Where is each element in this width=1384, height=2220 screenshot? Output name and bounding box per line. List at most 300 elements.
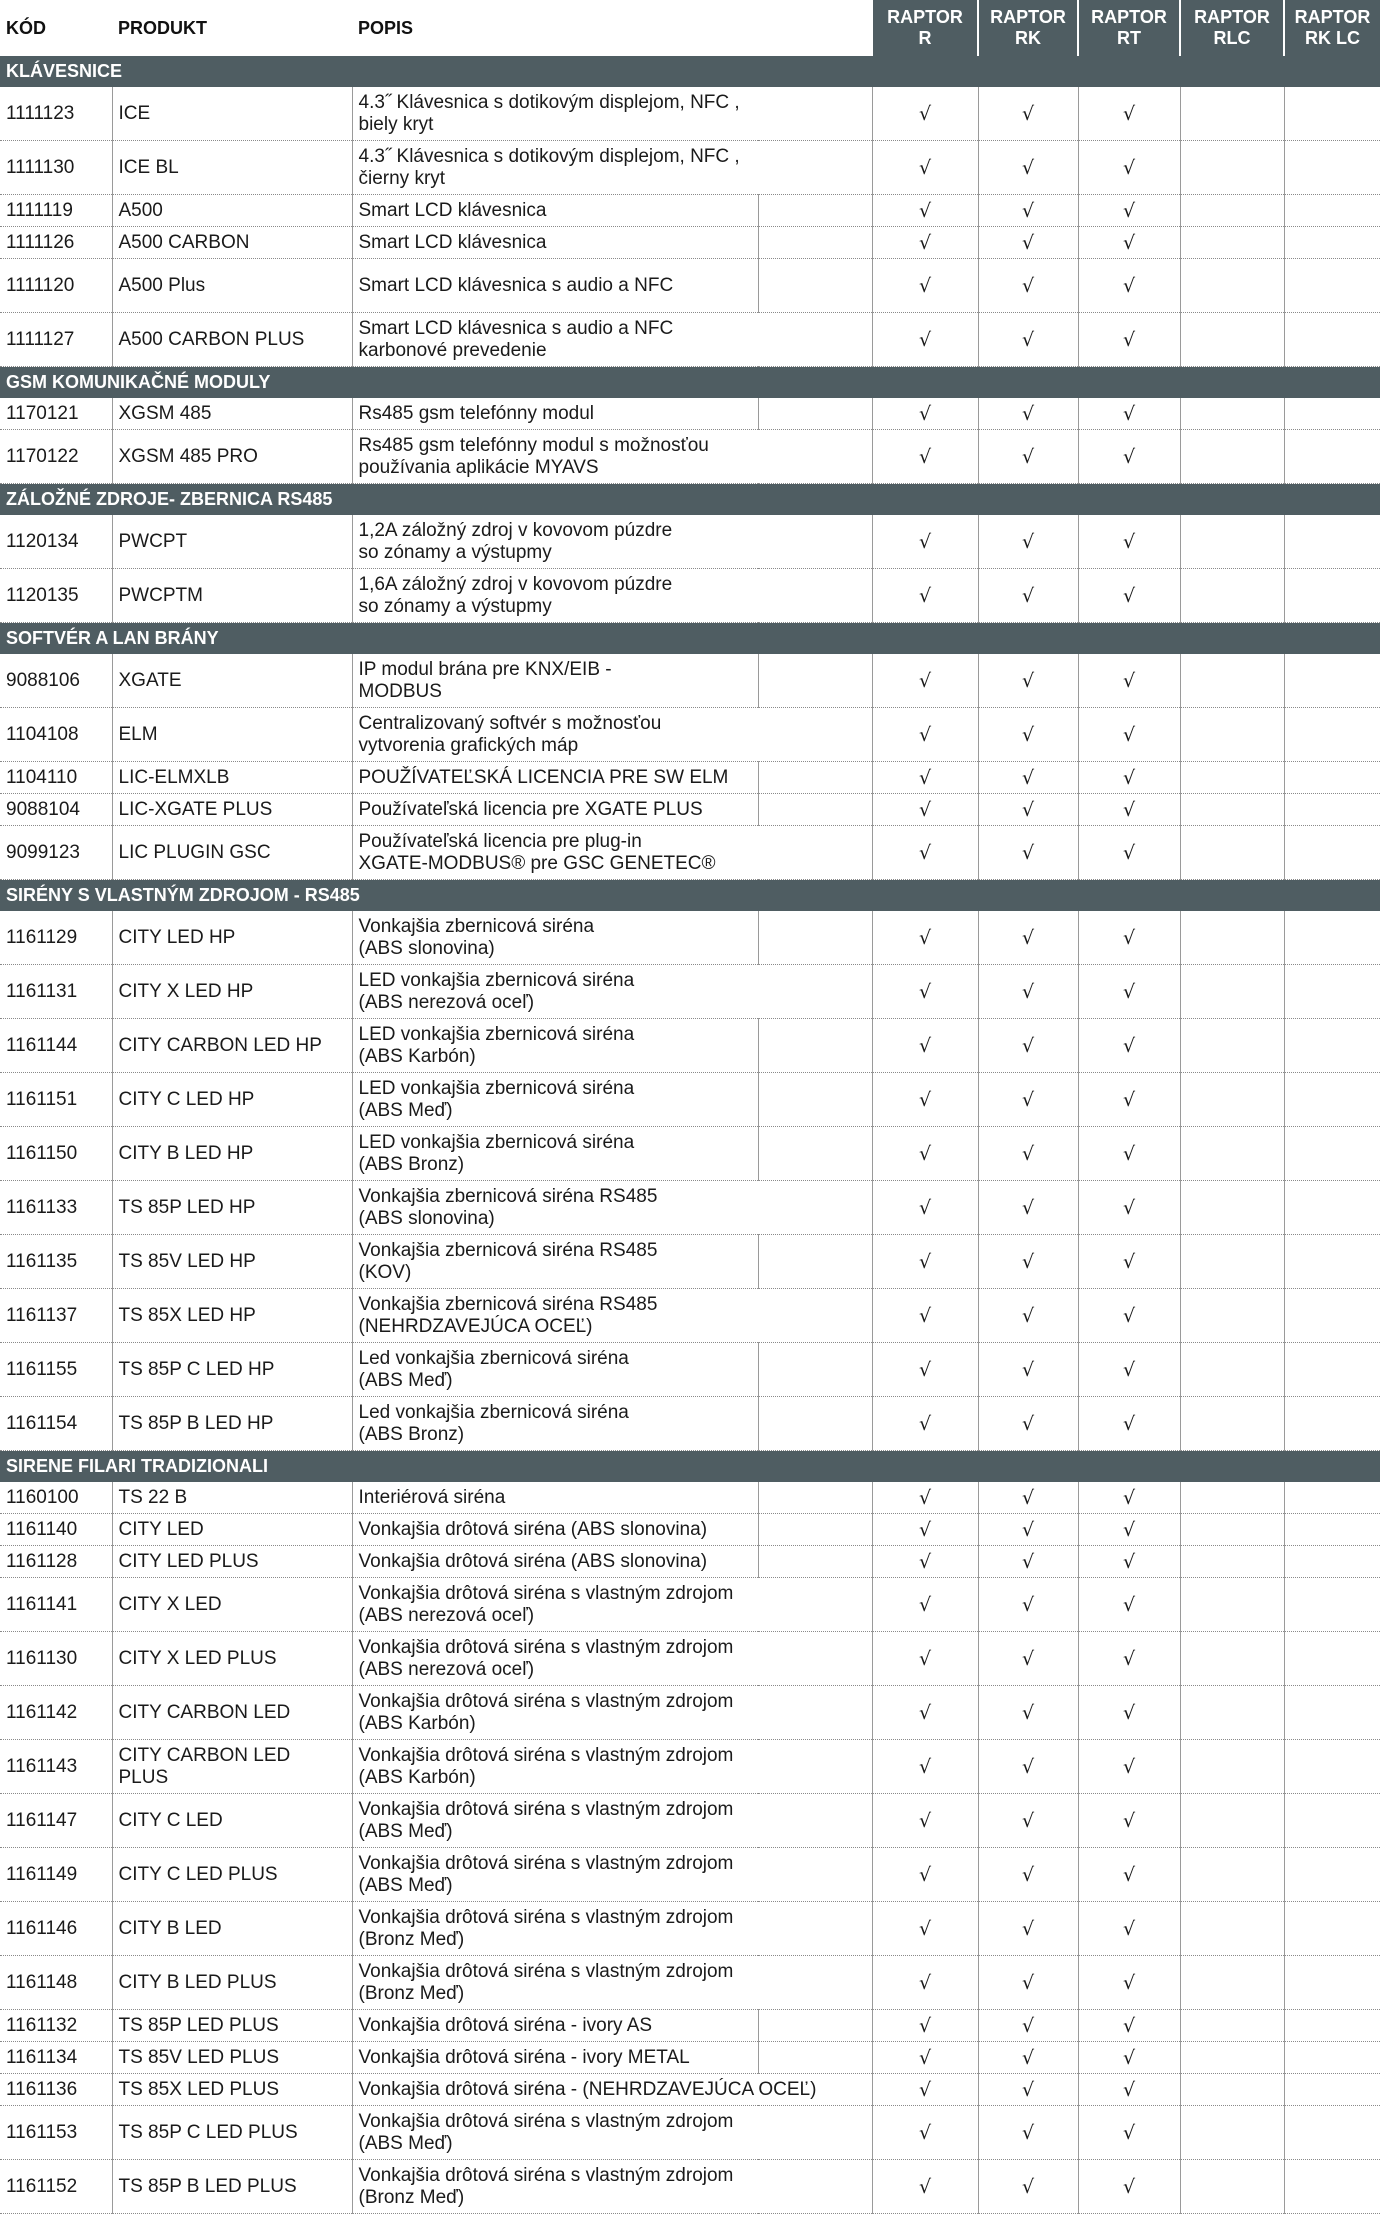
check-mark-icon: √ [1021,1593,1035,1616]
table-row [0,398,1380,430]
compat-cell-raptor-rk [978,1902,1078,1956]
compat-cell-raptor-r [872,2160,978,2214]
product-code-cell: 1111126 [0,227,112,259]
compat-cell-raptor-rt [1078,708,1180,762]
compat-cell-raptor-rt [1078,430,1180,484]
check-mark-icon: √ [1021,231,1035,254]
check-mark-icon: √ [1021,723,1035,746]
compat-cell-raptor-r [872,1578,978,1632]
compat-cell-raptor-rlc [1180,1848,1284,1902]
compat-cell-raptor-rk-lc [1284,911,1380,965]
check-mark-icon: √ [1122,1550,1136,1573]
compat-cell-raptor-rlc [1180,2074,1284,2106]
compat-cell-raptor-rt [1078,2160,1180,2214]
check-mark-icon: √ [1021,1971,1035,1994]
compat-cell-raptor-rk-lc [1284,1235,1380,1289]
check-mark-icon: √ [1021,1863,1035,1886]
compat-cell-raptor-rt [1078,1482,1180,1514]
check-mark-icon: √ [918,1088,932,1111]
check-mark-icon: √ [1021,841,1035,864]
product-code-cell: 9088106 [0,654,112,708]
header-model-raptor-rk: RAPTOR RK [978,0,1078,56]
table-row [0,2106,1380,2160]
product-name-cell: TS 85P C LED HP [112,1343,352,1397]
product-name-cell: CITY C LED PLUS [112,1848,352,1902]
product-name-cell: PWCPTM [112,569,352,623]
description-cell: Používateľská licencia pre plug-in XGATE-MODBUS® pre GSC GENETEC® [352,826,872,880]
compat-cell-raptor-r [872,87,978,141]
table-row [0,2042,1380,2074]
check-mark-icon: √ [1021,798,1035,821]
check-mark-icon: √ [918,328,932,351]
check-mark-icon: √ [918,980,932,1003]
product-code-cell: 1161130 [0,1632,112,1686]
check-mark-icon: √ [1122,926,1136,949]
compat-cell-raptor-rk [978,1127,1078,1181]
table-row [0,1019,1380,1073]
check-mark-icon: √ [1021,1088,1035,1111]
compat-cell-raptor-r [872,1956,978,2010]
check-mark-icon: √ [1122,1917,1136,1940]
table-row [0,762,1380,794]
compat-cell-raptor-rk-lc [1284,1956,1380,2010]
table-row [0,1073,1380,1127]
compat-cell-raptor-r [872,398,978,430]
compat-cell-raptor-rk-lc [1284,1127,1380,1181]
check-mark-icon: √ [1021,980,1035,1003]
check-mark-icon: √ [918,2014,932,2037]
compat-cell-raptor-r [872,1632,978,1686]
header-row [0,0,1380,56]
description-cell: Vonkajšia zbernicová siréna (ABS slonovina) [352,911,758,965]
compat-cell-raptor-rt [1078,1235,1180,1289]
check-mark-icon: √ [1122,1412,1136,1435]
description-cell: Vonkajšia drôtová siréna (ABS slonovina) [352,1514,758,1546]
product-code-cell: 1111130 [0,141,112,195]
check-mark-icon: √ [1122,1358,1136,1381]
compat-cell-raptor-r [872,1019,978,1073]
compat-cell-raptor-r [872,569,978,623]
check-mark-icon: √ [918,2046,932,2069]
product-name-cell: CITY CARBON LED HP [112,1019,352,1073]
check-mark-icon: √ [918,1550,932,1573]
product-name-cell: PWCPT [112,515,352,569]
compat-cell-raptor-rlc [1180,2010,1284,2042]
spacer-cell [758,1514,872,1546]
compat-cell-raptor-rk-lc [1284,1289,1380,1343]
product-code-cell: 1161135 [0,1235,112,1289]
compat-cell-raptor-rk-lc [1284,826,1380,880]
spacer-cell [758,2042,872,2074]
section-title: SOFTVÉR A LAN BRÁNY [0,623,1380,654]
product-name-cell: CITY C LED [112,1794,352,1848]
compat-cell-raptor-r [872,794,978,826]
product-name-cell: ELM [112,708,352,762]
table-row [0,1794,1380,1848]
compat-cell-raptor-rlc [1180,708,1284,762]
compat-cell-raptor-rk-lc [1284,430,1380,484]
spacer-cell [758,1235,872,1289]
product-code-cell: 1161153 [0,2106,112,2160]
compat-cell-raptor-rt [1078,1514,1180,1546]
check-mark-icon: √ [1021,402,1035,425]
check-mark-icon: √ [918,926,932,949]
table-row [0,515,1380,569]
compat-cell-raptor-r [872,1794,978,1848]
compat-cell-raptor-rk-lc [1284,708,1380,762]
compat-cell-raptor-rk [978,398,1078,430]
spacer-cell [758,1397,872,1451]
header-description: POPIS [352,0,872,56]
compat-cell-raptor-rk-lc [1284,1546,1380,1578]
description-cell: Vonkajšia drôtová siréna s vlastným zdrojom (ABS nerezová oceľ) [352,1578,872,1632]
table-row [0,1632,1380,1686]
compat-cell-raptor-rk-lc [1284,1073,1380,1127]
check-mark-icon: √ [918,199,932,222]
section-header-row [0,880,1380,911]
table-row [0,1397,1380,1451]
compat-cell-raptor-rk-lc [1284,1740,1380,1794]
check-mark-icon: √ [918,1518,932,1541]
compat-cell-raptor-rt [1078,2074,1180,2106]
check-mark-icon: √ [1021,766,1035,789]
product-code-cell: 1111123 [0,87,112,141]
compat-cell-raptor-rlc [1180,515,1284,569]
table-body [0,56,1380,2214]
section-title: SIRÉNY S VLASTNÝM ZDROJOM - RS485 [0,880,1380,911]
product-code-cell: 9099123 [0,826,112,880]
check-mark-icon: √ [918,841,932,864]
check-mark-icon: √ [1122,445,1136,468]
check-mark-icon: √ [1021,1486,1035,1509]
compat-cell-raptor-rk-lc [1284,313,1380,367]
compat-cell-raptor-rt [1078,1740,1180,1794]
check-mark-icon: √ [1122,1593,1136,1616]
check-mark-icon: √ [1021,1550,1035,1573]
compat-cell-raptor-r [872,1514,978,1546]
compat-cell-raptor-rk [978,515,1078,569]
compat-cell-raptor-rt [1078,1902,1180,1956]
compat-cell-raptor-rk [978,313,1078,367]
description-cell: Vonkajšia drôtová siréna - ivory METAL [352,2042,758,2074]
table-row [0,1289,1380,1343]
check-mark-icon: √ [1122,2175,1136,2198]
compat-cell-raptor-rt [1078,1632,1180,1686]
check-mark-icon: √ [1122,199,1136,222]
description-cell: Vonkajšia zbernicová siréna RS485 (KOV) [352,1235,758,1289]
product-code-cell: 1111120 [0,259,112,313]
product-name-cell: CITY CARBON LED [112,1686,352,1740]
check-mark-icon: √ [1021,1701,1035,1724]
table-row [0,1848,1380,1902]
check-mark-icon: √ [1021,1647,1035,1670]
check-mark-icon: √ [918,445,932,468]
check-mark-icon: √ [918,669,932,692]
compat-cell-raptor-rt [1078,1397,1180,1451]
check-mark-icon: √ [918,1647,932,1670]
compat-cell-raptor-rt [1078,762,1180,794]
compat-cell-raptor-rlc [1180,87,1284,141]
compat-cell-raptor-rlc [1180,2160,1284,2214]
compat-cell-raptor-r [872,1181,978,1235]
compat-cell-raptor-rt [1078,1848,1180,1902]
product-code-cell: 1120135 [0,569,112,623]
product-code-cell: 1161134 [0,2042,112,2074]
check-mark-icon: √ [918,2121,932,2144]
compat-cell-raptor-rk [978,1181,1078,1235]
compat-cell-raptor-rlc [1180,654,1284,708]
compat-cell-raptor-r [872,2074,978,2106]
check-mark-icon: √ [1021,1196,1035,1219]
check-mark-icon: √ [1122,1486,1136,1509]
check-mark-icon: √ [918,274,932,297]
compat-cell-raptor-rlc [1180,1632,1284,1686]
check-mark-icon: √ [1122,980,1136,1003]
compat-cell-raptor-rlc [1180,911,1284,965]
check-mark-icon: √ [1122,1863,1136,1886]
description-cell: 4.3˝ Klávesnica s dotikovým displejom, NFC , biely kryt [352,87,872,141]
product-code-cell: 1161154 [0,1397,112,1451]
compat-cell-raptor-r [872,1397,978,1451]
spacer-cell [758,195,872,227]
table-row [0,1578,1380,1632]
spacer-cell [758,762,872,794]
compat-cell-raptor-r [872,1482,978,1514]
product-code-cell: 1170121 [0,398,112,430]
compat-cell-raptor-rk [978,1019,1078,1073]
compat-cell-raptor-rlc [1180,259,1284,313]
description-cell: LED vonkajšia zbernicová siréna (ABS Meď) [352,1073,758,1127]
check-mark-icon: √ [918,798,932,821]
compat-cell-raptor-rk-lc [1284,2106,1380,2160]
check-mark-icon: √ [1122,1034,1136,1057]
product-name-cell: CITY B LED PLUS [112,1956,352,2010]
product-code-cell: 1161144 [0,1019,112,1073]
description-cell: Centralizovaný softvér s možnosťou vytvorenia grafických máp [352,708,872,762]
table-row [0,227,1380,259]
compat-cell-raptor-rk [978,826,1078,880]
description-cell: Led vonkajšia zbernicová siréna (ABS Bronz) [352,1397,758,1451]
compat-cell-raptor-rk-lc [1284,2042,1380,2074]
check-mark-icon: √ [918,2078,932,2101]
table-row [0,708,1380,762]
compat-cell-raptor-rt [1078,1343,1180,1397]
description-cell: Rs485 gsm telefónny modul s možnosťou používania aplikácie MYAVS [352,430,872,484]
compat-cell-raptor-rk-lc [1284,1794,1380,1848]
header-model-raptor-rt: RAPTOR RT [1078,0,1180,56]
compat-cell-raptor-rlc [1180,1794,1284,1848]
table-row [0,569,1380,623]
check-mark-icon: √ [1122,1250,1136,1273]
compat-cell-raptor-rt [1078,826,1180,880]
compat-cell-raptor-rt [1078,1289,1180,1343]
compat-cell-raptor-rk-lc [1284,1514,1380,1546]
compat-cell-raptor-rt [1078,87,1180,141]
header-code: KÓD [0,0,112,56]
compat-cell-raptor-rlc [1180,398,1284,430]
description-cell: Vonkajšia drôtová siréna s vlastným zdrojom (ABS Meď) [352,1848,872,1902]
check-mark-icon: √ [1021,102,1035,125]
table-row [0,87,1380,141]
check-mark-icon: √ [1122,156,1136,179]
product-code-cell: 1120134 [0,515,112,569]
check-mark-icon: √ [1122,1971,1136,1994]
check-mark-icon: √ [1122,2078,1136,2101]
compat-cell-raptor-rlc [1180,430,1284,484]
check-mark-icon: √ [918,156,932,179]
compat-cell-raptor-rk-lc [1284,965,1380,1019]
compat-cell-raptor-r [872,1343,978,1397]
compat-cell-raptor-rk-lc [1284,227,1380,259]
check-mark-icon: √ [1122,2014,1136,2037]
compat-cell-raptor-rlc [1180,195,1284,227]
compat-cell-raptor-rk-lc [1284,762,1380,794]
check-mark-icon: √ [1122,1518,1136,1541]
compat-cell-raptor-rk [978,2010,1078,2042]
product-name-cell: CITY X LED [112,1578,352,1632]
table-row [0,1740,1380,1794]
product-name-cell: CITY LED HP [112,911,352,965]
description-cell: Vonkajšia zbernicová siréna RS485 (NEHRDZAVEJÚCA OCEĽ) [352,1289,872,1343]
table-row [0,2010,1380,2042]
description-cell: Vonkajšia drôtová siréna s vlastným zdrojom (ABS Karbón) [352,1686,872,1740]
check-mark-icon: √ [1021,1358,1035,1381]
description-cell: Vonkajšia zbernicová siréna RS485 (ABS slonovina) [352,1181,872,1235]
compat-cell-raptor-rt [1078,654,1180,708]
compat-cell-raptor-r [872,430,978,484]
compat-cell-raptor-rk [978,569,1078,623]
product-name-cell: TS 85V LED HP [112,1235,352,1289]
compat-cell-raptor-rt [1078,1578,1180,1632]
product-code-cell: 1161152 [0,2160,112,2214]
compat-cell-raptor-rk-lc [1284,2160,1380,2214]
check-mark-icon: √ [1122,1809,1136,1832]
description-cell: LED vonkajšia zbernicová siréna (ABS nerezová oceľ) [352,965,872,1019]
compat-cell-raptor-rk-lc [1284,1019,1380,1073]
check-mark-icon: √ [1021,1809,1035,1832]
compat-cell-raptor-rlc [1180,1343,1284,1397]
spacer-cell [758,2010,872,2042]
product-name-cell: LIC-ELMXLB [112,762,352,794]
compat-cell-raptor-rk [978,1343,1078,1397]
check-mark-icon: √ [1122,1755,1136,1778]
description-cell: 1,2A záložný zdroj v kovovom púzdre so zónamy a výstupmy [352,515,872,569]
compat-cell-raptor-rt [1078,398,1180,430]
spacer-cell [758,259,872,313]
check-mark-icon: √ [918,1034,932,1057]
check-mark-icon: √ [1122,1647,1136,1670]
check-mark-icon: √ [1122,841,1136,864]
check-mark-icon: √ [1122,1701,1136,1724]
compat-cell-raptor-r [872,1073,978,1127]
product-code-cell: 1161129 [0,911,112,965]
compat-cell-raptor-rt [1078,1794,1180,1848]
product-name-cell: XGSM 485 [112,398,352,430]
compat-cell-raptor-rlc [1180,569,1284,623]
product-name-cell: CITY LED PLUS [112,1546,352,1578]
check-mark-icon: √ [1021,2078,1035,2101]
compat-cell-raptor-rk-lc [1284,2010,1380,2042]
product-name-cell: A500 [112,195,352,227]
product-code-cell: 1161142 [0,1686,112,1740]
check-mark-icon: √ [1122,530,1136,553]
spacer-cell [758,911,872,965]
product-code-cell: 9088104 [0,794,112,826]
product-name-cell: CITY LED [112,1514,352,1546]
compat-cell-raptor-rk [978,87,1078,141]
table-row [0,1686,1380,1740]
compat-cell-raptor-rk-lc [1284,1632,1380,1686]
compat-cell-raptor-r [872,1686,978,1740]
table-row [0,794,1380,826]
check-mark-icon: √ [918,1971,932,1994]
table-row [0,313,1380,367]
check-mark-icon: √ [1021,1412,1035,1435]
compat-cell-raptor-rk [978,965,1078,1019]
check-mark-icon: √ [918,530,932,553]
table-row [0,1235,1380,1289]
description-cell: 4.3˝ Klávesnica s dotikovým displejom, NFC , čierny kryt [352,141,872,195]
check-mark-icon: √ [1021,1304,1035,1327]
product-name-cell: ICE BL [112,141,352,195]
compat-cell-raptor-rt [1078,259,1180,313]
compat-cell-raptor-r [872,1848,978,1902]
compat-cell-raptor-rt [1078,1181,1180,1235]
header-model-raptor-r: RAPTOR R [872,0,978,56]
compat-cell-raptor-rk [978,762,1078,794]
compat-cell-raptor-r [872,911,978,965]
product-name-cell: CITY X LED HP [112,965,352,1019]
spacer-cell [758,398,872,430]
product-code-cell: 1161128 [0,1546,112,1578]
check-mark-icon: √ [1021,199,1035,222]
compat-cell-raptor-rlc [1180,313,1284,367]
spacer-cell [758,1482,872,1514]
compat-cell-raptor-r [872,1235,978,1289]
compat-cell-raptor-r [872,1289,978,1343]
compat-cell-raptor-rlc [1180,1073,1284,1127]
compat-cell-raptor-rk [978,654,1078,708]
compat-cell-raptor-rlc [1180,2042,1284,2074]
compat-cell-raptor-rt [1078,195,1180,227]
compat-cell-raptor-rt [1078,515,1180,569]
check-mark-icon: √ [918,1486,932,1509]
description-cell: Vonkajšia drôtová siréna s vlastným zdrojom (Bronz Meď) [352,1902,872,1956]
compat-cell-raptor-rlc [1180,1181,1284,1235]
description-cell: Vonkajšia drôtová siréna s vlastným zdrojom (Bronz Meď) [352,2160,872,2214]
compat-cell-raptor-rlc [1180,1235,1284,1289]
spacer-cell [758,1073,872,1127]
compat-cell-raptor-rk [978,1956,1078,2010]
check-mark-icon: √ [1021,1755,1035,1778]
check-mark-icon: √ [1122,328,1136,351]
compat-cell-raptor-rk-lc [1284,398,1380,430]
compat-cell-raptor-rk-lc [1284,569,1380,623]
compat-cell-raptor-r [872,1902,978,1956]
compat-cell-raptor-rt [1078,1073,1180,1127]
check-mark-icon: √ [918,1809,932,1832]
compat-cell-raptor-rk [978,1235,1078,1289]
description-cell: IP modul brána pre KNX/EIB - MODBUS [352,654,758,708]
product-code-cell: 1161141 [0,1578,112,1632]
product-name-cell: CITY CARBON LED PLUS [112,1740,352,1794]
product-code-cell: 1104108 [0,708,112,762]
product-name-cell: TS 85V LED PLUS [112,2042,352,2074]
product-code-cell: 1111119 [0,195,112,227]
description-cell: Led vonkajšia zbernicová siréna (ABS Meď) [352,1343,758,1397]
compat-cell-raptor-rk [978,259,1078,313]
check-mark-icon: √ [1021,2175,1035,2198]
